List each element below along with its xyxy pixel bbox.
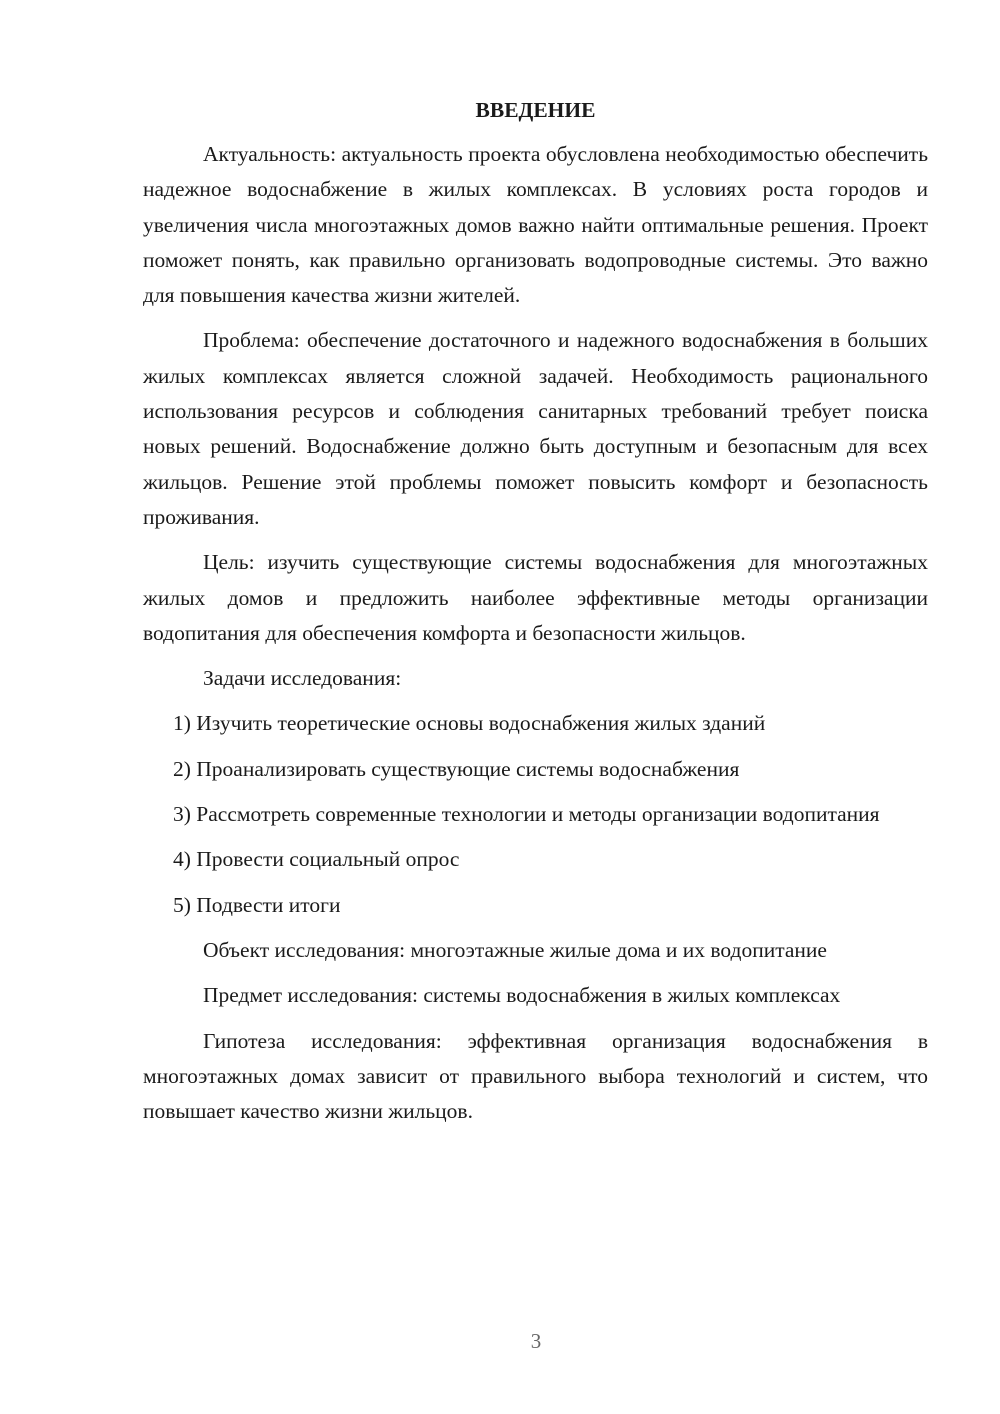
tasks-heading: Задачи исследования: [203, 666, 402, 691]
task-item-2: 2) Проанализировать существующие системы водоснабжения [173, 756, 740, 781]
paragraph-hypothesis: Гипотеза исследования: эффективная организация водоснабжения в многоэтажных домах зависит от правильного выбора технологий и систем, что повышает качество жизни жильцов. [143, 1028, 928, 1124]
document-page [143, 90, 928, 1139]
paragraph-subject: Предмет исследования: системы водоснабжения в жилых комплексах [203, 983, 841, 1008]
task-item-4: 4) Провести социальный опрос [173, 847, 460, 872]
paragraph-goal: Цель: изучить существующие системы водоснабжения для многоэтажных жилых домов и предложить наиболее эффективные методы организации водопитания для обеспечения комфорта и безопасности жильцов. [143, 550, 928, 645]
task-item-3: 3) Рассмотреть современные технологии и методы организации водопитания [173, 802, 880, 827]
page-title: ВВЕДЕНИЕ [475, 98, 596, 122]
paragraph-problem: Проблема: обеспечение достаточного и надежного водоснабжения в больших жилых комплексах является сложной задачей. Необходимость рационального использования ресурсов и соблюдения санитарных требований требует поиска новых решений. Водоснабжение должно быть доступным и безопасным для всех жильцов. Решение этой проблемы поможет повысить комфорт и безопасность проживания. [143, 328, 928, 529]
paragraph-relevance: Актуальность: актуальность проекта обусловлена необходимостью обеспечить надежное водоснабжение в жилых комплексах. В условиях роста городов и увеличения числа многоэтажных домов важно найти оптимальные решения. Проект поможет понять, как правильно организовать водопроводные системы. Это важно для повышения качества жизни жителей. [143, 142, 928, 308]
page-number: 3 [530, 1329, 542, 1353]
task-item-5: 5) Подвести итоги [173, 892, 341, 917]
task-item-1: 1) Изучить теоретические основы водоснабжения жилых зданий [173, 711, 766, 736]
paragraph-object: Объект исследования: многоэтажные жилые дома и их водопитание [203, 937, 827, 962]
